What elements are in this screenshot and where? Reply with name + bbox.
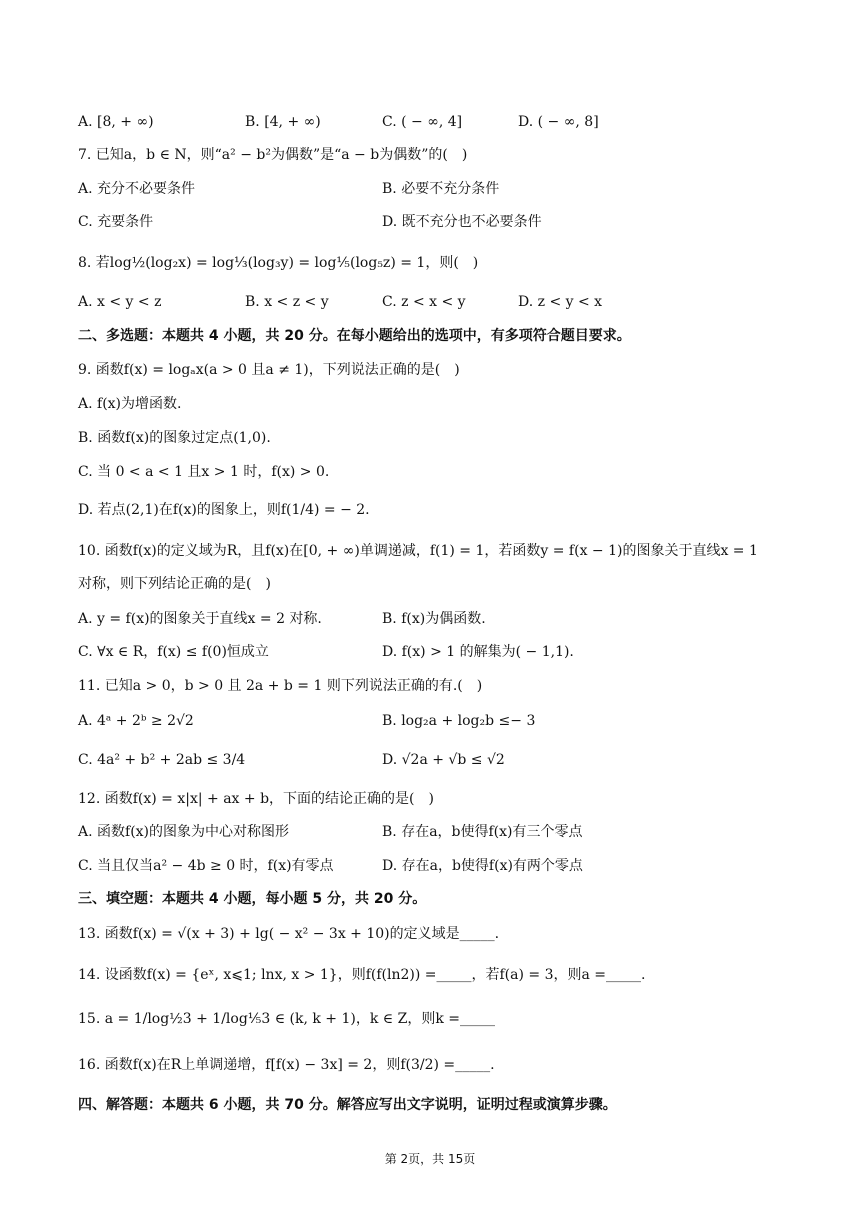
q8-option-b: B. x < z < y [245,294,329,310]
q12-option-c: C. 当且仅当a² − 4b ≥ 0 时，f(x)有零点 [78,858,334,874]
q16-stem: 16. 函数f(x)在R上单调递增，f[f(x) − 3x] = 2，则f(3/2) =_____. [78,1057,495,1073]
q12-stem: 12. 函数f(x) = x|x| + ax + b，下面的结论正确的是( ) [78,791,434,807]
q9-option-c: C. 当 0 < a < 1 且x > 1 时，f(x) > 0. [78,464,330,480]
q11-option-c: C. 4a² + b² + 2ab ≤ 3/4 [78,752,246,768]
q8-option-a: A. x < y < z [78,294,162,310]
q7-option-c: C. 充要条件 [78,214,154,230]
q10-option-b: B. f(x)为偶函数. [382,611,486,627]
page-footer: 第 2页，共 15页 [384,1152,476,1166]
q10-stem-line1: 10. 函数f(x)的定义域为R，且f(x)在[0, + ∞)单调递减，f(1) = 1，若函数y = f(x − 1)的图象关于直线x = 1 [78,543,758,559]
q6-option-d: D. ( − ∞, 8] [518,114,599,130]
q11-stem: 11. 已知a > 0，b > 0 且 2a + b = 1 则下列说法正确的有.( ) [78,678,483,694]
section-heading-answer: 四、解答题：本题共 6 小题，共 70 分。解答应写出文字说明，证明过程或演算步骤。 [78,1097,617,1113]
q10-option-d: D. f(x) > 1 的解集为( − 1,1). [382,644,574,660]
q7-option-d: D. 既不充分也不必要条件 [382,214,542,230]
section-heading-fill-in: 三、填空题：本题共 4 小题，每小题 5 分，共 20 分。 [78,891,427,907]
q6-option-c: C. ( − ∞, 4] [382,114,463,130]
q11-option-b: B. log₂a + log₂b ≤− 3 [382,713,536,729]
q12-option-b: B. 存在a，b使得f(x)有三个零点 [382,824,583,840]
q11-option-d: D. √2a + √b ≤ √2 [382,752,505,768]
q12-option-d: D. 存在a，b使得f(x)有两个零点 [382,858,583,874]
q13-stem: 13. 函数f(x) = √(x + 3) + lg( − x² − 3x + 10)的定义域是_____. [78,926,500,942]
q9-stem: 9. 函数f(x) = logₐx(a > 0 且a ≠ 1)，下列说法正确的是( ) [78,362,460,378]
q8-option-c: C. z < x < y [382,294,466,310]
q9-option-b: B. 函数f(x)的图象过定点(1,0). [78,430,271,446]
q8-stem: 8. 若log½(log₂x) = log⅓(log₃y) = log⅕(log₅z) = 1，则( ) [78,255,479,271]
q10-stem-line2: 对称，则下列结论正确的是( ) [78,576,271,592]
q10-option-c: C. ∀x ∈ R，f(x) ≤ f(0)恒成立 [78,644,269,660]
q9-option-a: A. f(x)为增函数. [78,396,182,412]
q8-option-d: D. z < y < x [518,294,603,310]
q14-stem: 14. 设函数f(x) = {eˣ, x⩽1; lnx, x > 1}，则f(f(ln2)) =_____，若f(a) = 3，则a =_____. [78,967,646,983]
q7-stem: 7. 已知a，b ∈ N，则“a² − b²为偶数”是“a − b为偶数”的( ) [78,147,468,163]
q9-option-d: D. 若点(2,1)在f(x)的图象上，则f(1/4) = − 2. [78,502,370,518]
section-heading-multiple-choice: 二、多选题：本题共 4 小题，共 20 分。在每小题给出的选项中，有多项符合题目要求。 [78,328,631,344]
q6-option-b: B. [4, + ∞) [245,114,321,130]
q6-option-a: A. [8, + ∞) [78,114,154,130]
q10-option-a: A. y = f(x)的图象关于直线x = 2 对称. [78,611,322,627]
q11-option-a: A. 4ᵃ + 2ᵇ ≥ 2√2 [78,713,194,729]
q12-option-a: A. 函数f(x)的图象为中心对称图形 [78,824,290,840]
q7-option-b: B. 必要不充分条件 [382,181,500,197]
q7-option-a: A. 充分不必要条件 [78,181,196,197]
q15-stem: 15. a = 1/log½3 + 1/log⅕3 ∈ (k, k + 1)，k ∈ Z，则k =_____ [78,1011,495,1027]
